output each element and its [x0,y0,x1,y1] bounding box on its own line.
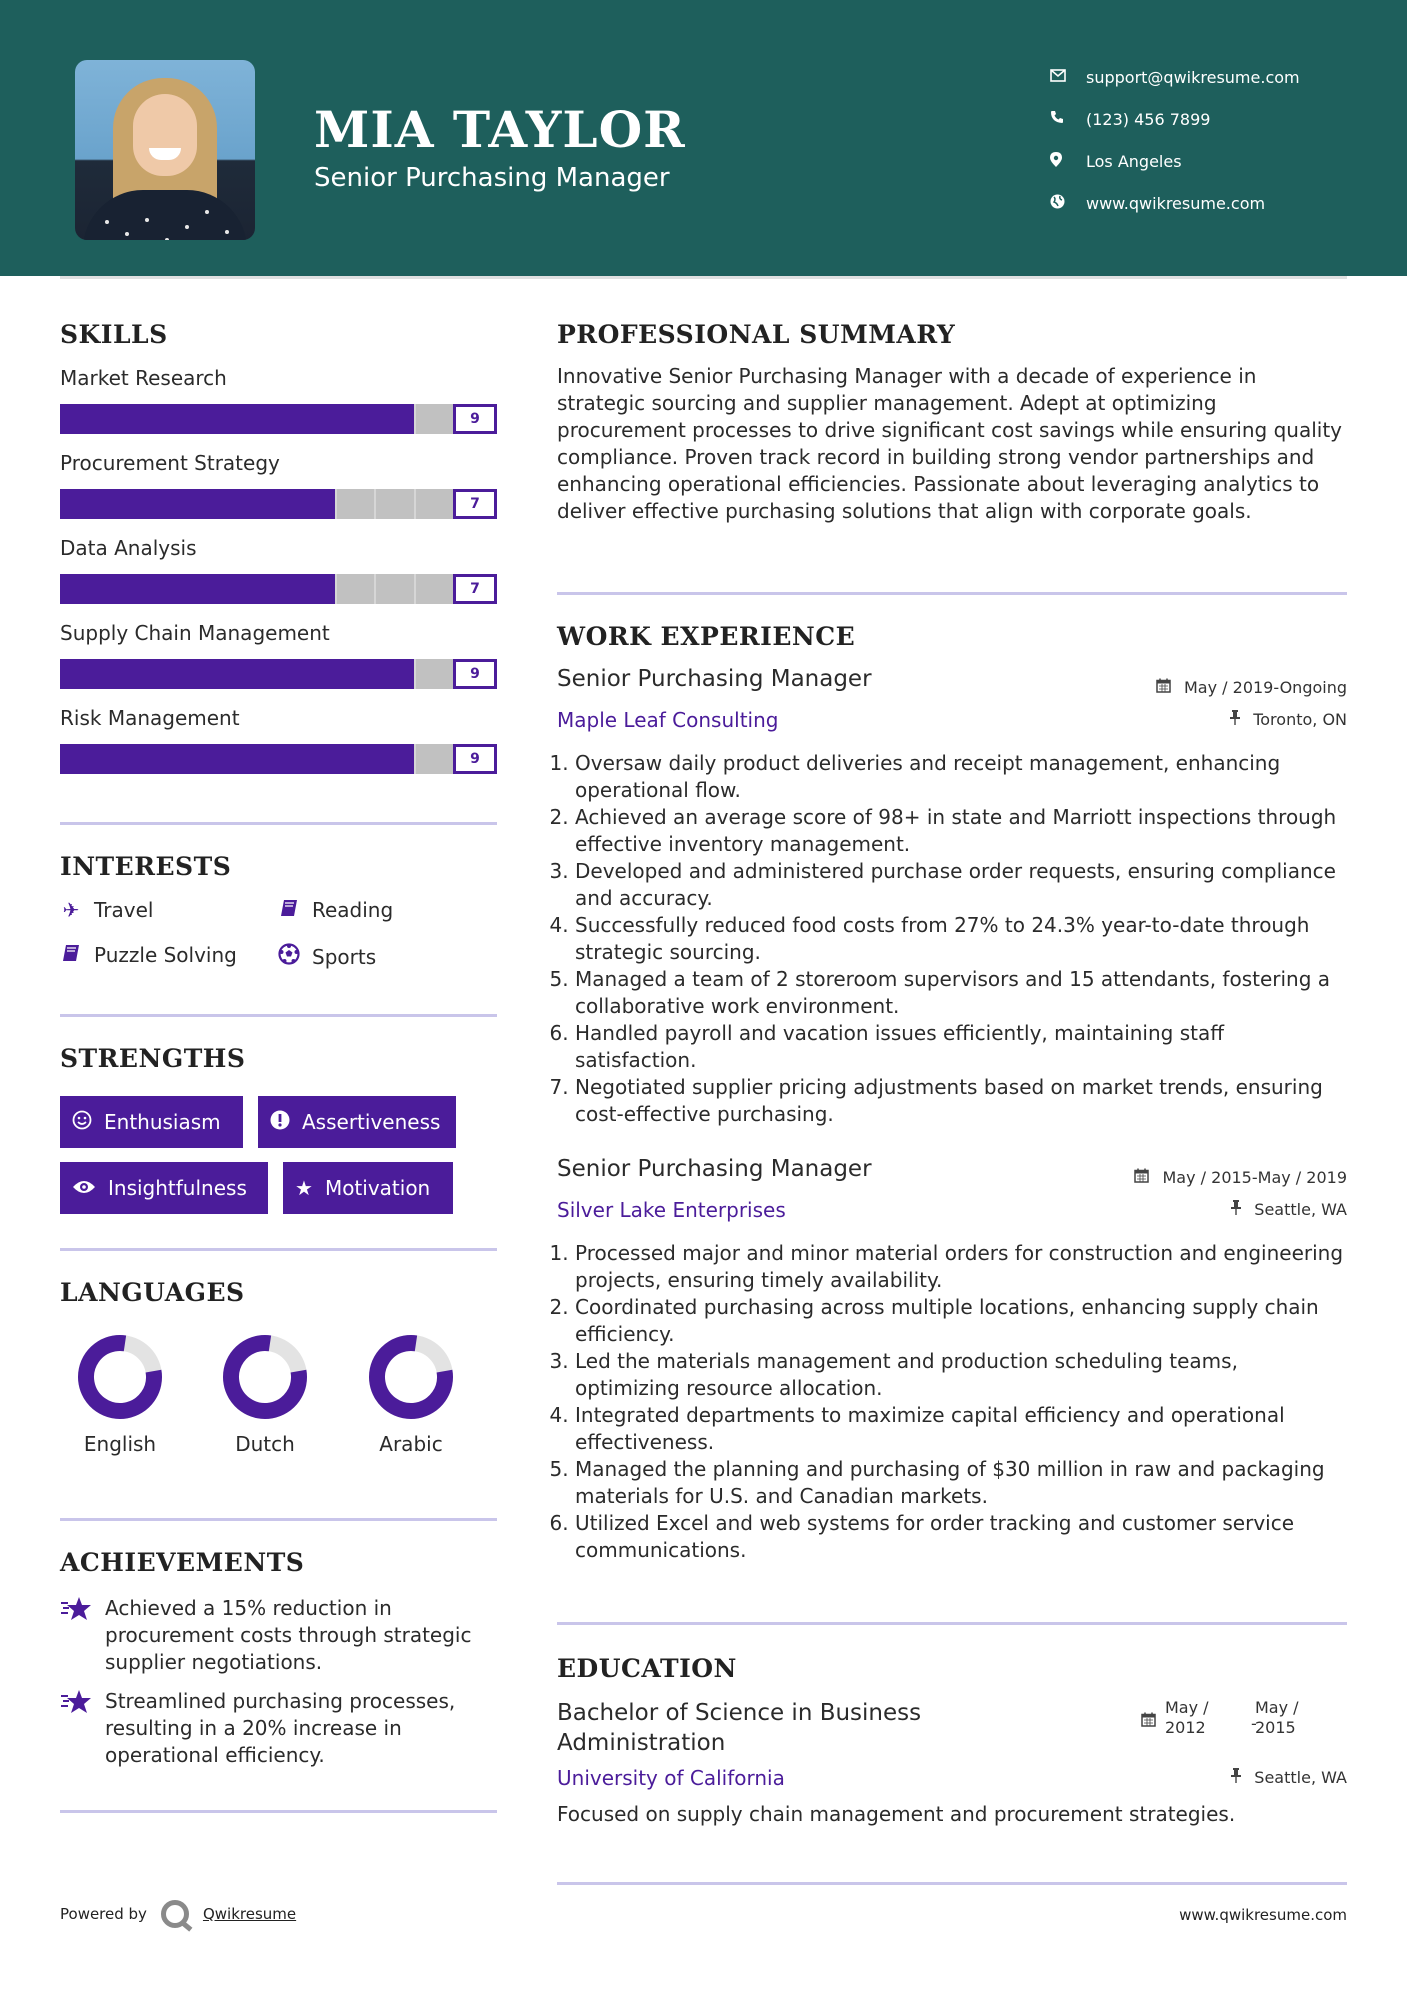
interest-sports: Sports [278,943,376,970]
duty-item: 5. Managed a team of 2 storeroom supervisors and 15 attendants, fostering a collaborative work environment. [575,966,1347,1020]
school-name[interactable]: University of California [557,1766,785,1790]
right-column [557,320,1347,1826]
book-icon [60,943,82,967]
strength-motivation: ★ Motivation [283,1162,453,1214]
skills-heading: SKILLS [60,320,168,349]
interest-puzzle-solving: Puzzle Solving [60,943,237,967]
star-icon: ★ [295,1176,313,1200]
strength-enthusiasm: Enthusiasm [60,1096,243,1148]
duty-item: 4. Integrated departments to maximize capital efficiency and operational effectiveness. [575,1402,1347,1456]
achievement-item: Streamlined purchasing processes, resulting in a 20% increase in operational efficiency. [60,1688,497,1769]
candidate-name: MIA TAYLOR [314,100,686,159]
contact-list [1050,56,1300,224]
phone-icon [1050,110,1086,128]
footer-powered-by: Powered by Qwikresume [60,1900,296,1928]
job-title: Senior Purchasing Manager [557,1156,872,1182]
section-divider [60,1014,497,1017]
skill-item [60,621,497,682]
education-location: Seattle, WA [1231,1768,1347,1787]
strengths-heading: STRENGTHS [60,1044,246,1073]
skill-item [60,451,497,512]
calendar-icon [1141,1712,1156,1731]
skill-item [60,536,497,597]
pushpin-icon [1231,1200,1246,1219]
skill-score: 7 [453,574,497,604]
skill-label: Supply Chain Management [60,621,330,645]
pushpin-icon [1230,710,1245,729]
skill-score: 7 [453,489,497,519]
contact-location: Los Angeles [1050,140,1300,182]
duty-item: 4. Successfully reduced food costs from 27% to 24.3% year-to-date through strategic sourcing. [575,912,1347,966]
language-label: English [83,1432,157,1456]
duty-item: 1. Oversaw daily product deliveries and receipt management, enhancing operational flow. [575,750,1347,804]
map-pin-icon [1050,152,1086,171]
section-divider [557,1622,1347,1625]
resume-header [0,0,1407,276]
degree-title: Bachelor of Science in Business Administration [557,1700,922,1756]
job-location: Seattle, WA [1231,1200,1347,1219]
company-name[interactable]: Silver Lake Enterprises [557,1198,786,1222]
star-achievement-icon [60,1595,105,1676]
skill-label: Procurement Strategy [60,451,280,475]
achievements-heading: ACHIEVEMENTS [60,1548,305,1577]
language-item [346,1332,476,1456]
skill-level-bar [60,744,497,774]
skill-level-bar [60,404,497,434]
language-level-donut [75,1332,165,1422]
language-label: Arabic [379,1432,443,1456]
duty-item: 7. Negotiated supplier pricing adjustments based on market trends, ensuring cost-effective purchasing. [575,1074,1347,1128]
duty-item: 1. Processed major and minor material orders for construction and engineering projects, ensuring timely availability. [575,1240,1347,1294]
interests-heading: INTERESTS [60,852,232,881]
education-dates: May / 2012 - May / 2015 [1141,1698,1311,1742]
smile-icon [72,1110,92,1135]
job-duties-list [557,750,1347,1128]
section-divider [60,1248,497,1251]
summary-heading: PROFESSIONAL SUMMARY [557,320,956,349]
brand-link[interactable]: Qwikresume [202,1905,297,1923]
skill-score: 9 [453,659,497,689]
section-divider [60,1518,497,1521]
achievement-item: Achieved a 15% reduction in procurement costs through strategic supplier negotiations. [60,1595,497,1676]
interest-travel: ✈ Travel [60,898,153,922]
exclamation-icon [270,1110,290,1135]
globe-icon [1050,194,1086,213]
header-divider [60,276,1347,279]
language-level-donut [220,1332,310,1422]
skill-level-bar [60,574,497,604]
skill-score: 9 [453,744,497,774]
duty-item: 2. Achieved an average score of 98+ in state and Marriott inspections through effective inventory management. [575,804,1347,858]
duty-item: 3. Led the materials management and production scheduling teams, optimizing resource allocation. [575,1348,1347,1402]
interest-reading: Reading [278,898,393,922]
language-item [200,1332,330,1456]
skill-level-bar [60,489,497,519]
job-dates: May / 2019-Ongoing [1156,678,1347,697]
language-label: Dutch [235,1432,295,1456]
left-column [60,320,497,1767]
skill-label: Market Research [60,366,227,390]
skill-level-bar [60,659,497,689]
skill-label: Risk Management [60,706,240,730]
plane-icon: ✈ [62,898,80,922]
strength-assertiveness: Assertiveness [258,1096,456,1148]
skill-item [60,366,497,427]
languages-heading: LANGUAGES [60,1278,245,1307]
skill-label: Data Analysis [60,536,197,560]
duty-item: 6. Utilized Excel and web systems for order tracking and customer service communications. [575,1510,1347,1564]
job-dates: May / 2015-May / 2019 [1134,1168,1347,1187]
footer-website[interactable]: www.qwikresume.com [1179,1906,1347,1924]
skill-item [60,706,497,767]
job-location: Toronto, ON [1230,710,1347,729]
pushpin-icon [1231,1768,1246,1787]
education-description: Focused on supply chain management and procurement strategies. [557,1802,1236,1826]
company-name[interactable]: Maple Leaf Consulting [557,708,779,732]
contact-phone[interactable]: (123) 456 7899 [1050,98,1300,140]
language-item [55,1332,185,1456]
contact-email[interactable]: support@qwikresume.com [1050,56,1300,98]
skill-score: 9 [453,404,497,434]
job-title: Senior Purchasing Manager [557,666,872,692]
section-divider [60,822,497,825]
calendar-icon [1156,678,1176,697]
duty-item: 2. Coordinated purchasing across multiple locations, enhancing supply chain efficiency. [575,1294,1347,1348]
strength-insightfulness: Insightfulness [60,1162,268,1214]
candidate-title: Senior Purchasing Manager [314,163,670,193]
star-achievement-icon [60,1688,105,1769]
experience-heading: WORK EXPERIENCE [557,622,856,651]
duty-item: 3. Developed and administered purchase order requests, ensuring compliance and accuracy. [575,858,1347,912]
profile-photo [75,60,255,240]
summary-text: Innovative Senior Purchasing Manager with a decade of experience in strategic sourcing and supplier management. Adept at optimizing procurement processes to drive significant cost savings while ensuring quality compliance. Proven track record in building strong vendor partnerships and enhancing operational efficiencies. Passionate about leveraging analytics to deliver effective purchasing solutions that align with corporate goals. [557,364,1342,523]
envelope-icon [1050,68,1086,86]
job-duties-list [557,1240,1347,1564]
education-heading: EDUCATION [557,1654,737,1683]
calendar-icon [1134,1168,1154,1187]
qwikresume-logo-icon [161,1900,189,1928]
language-level-donut [366,1332,456,1422]
section-divider [557,592,1347,595]
section-divider [60,1810,497,1813]
eye-icon [72,1176,96,1200]
book-icon [278,898,300,922]
duty-item: 6. Handled payroll and vacation issues efficiently, maintaining staff satisfaction. [575,1020,1347,1074]
section-divider [557,1882,1347,1885]
soccer-ball-icon [278,943,300,970]
duty-item: 5. Managed the planning and purchasing of $30 million in raw and packaging materials for U.S. and Canadian markets. [575,1456,1347,1510]
contact-website[interactable]: www.qwikresume.com [1050,182,1300,224]
